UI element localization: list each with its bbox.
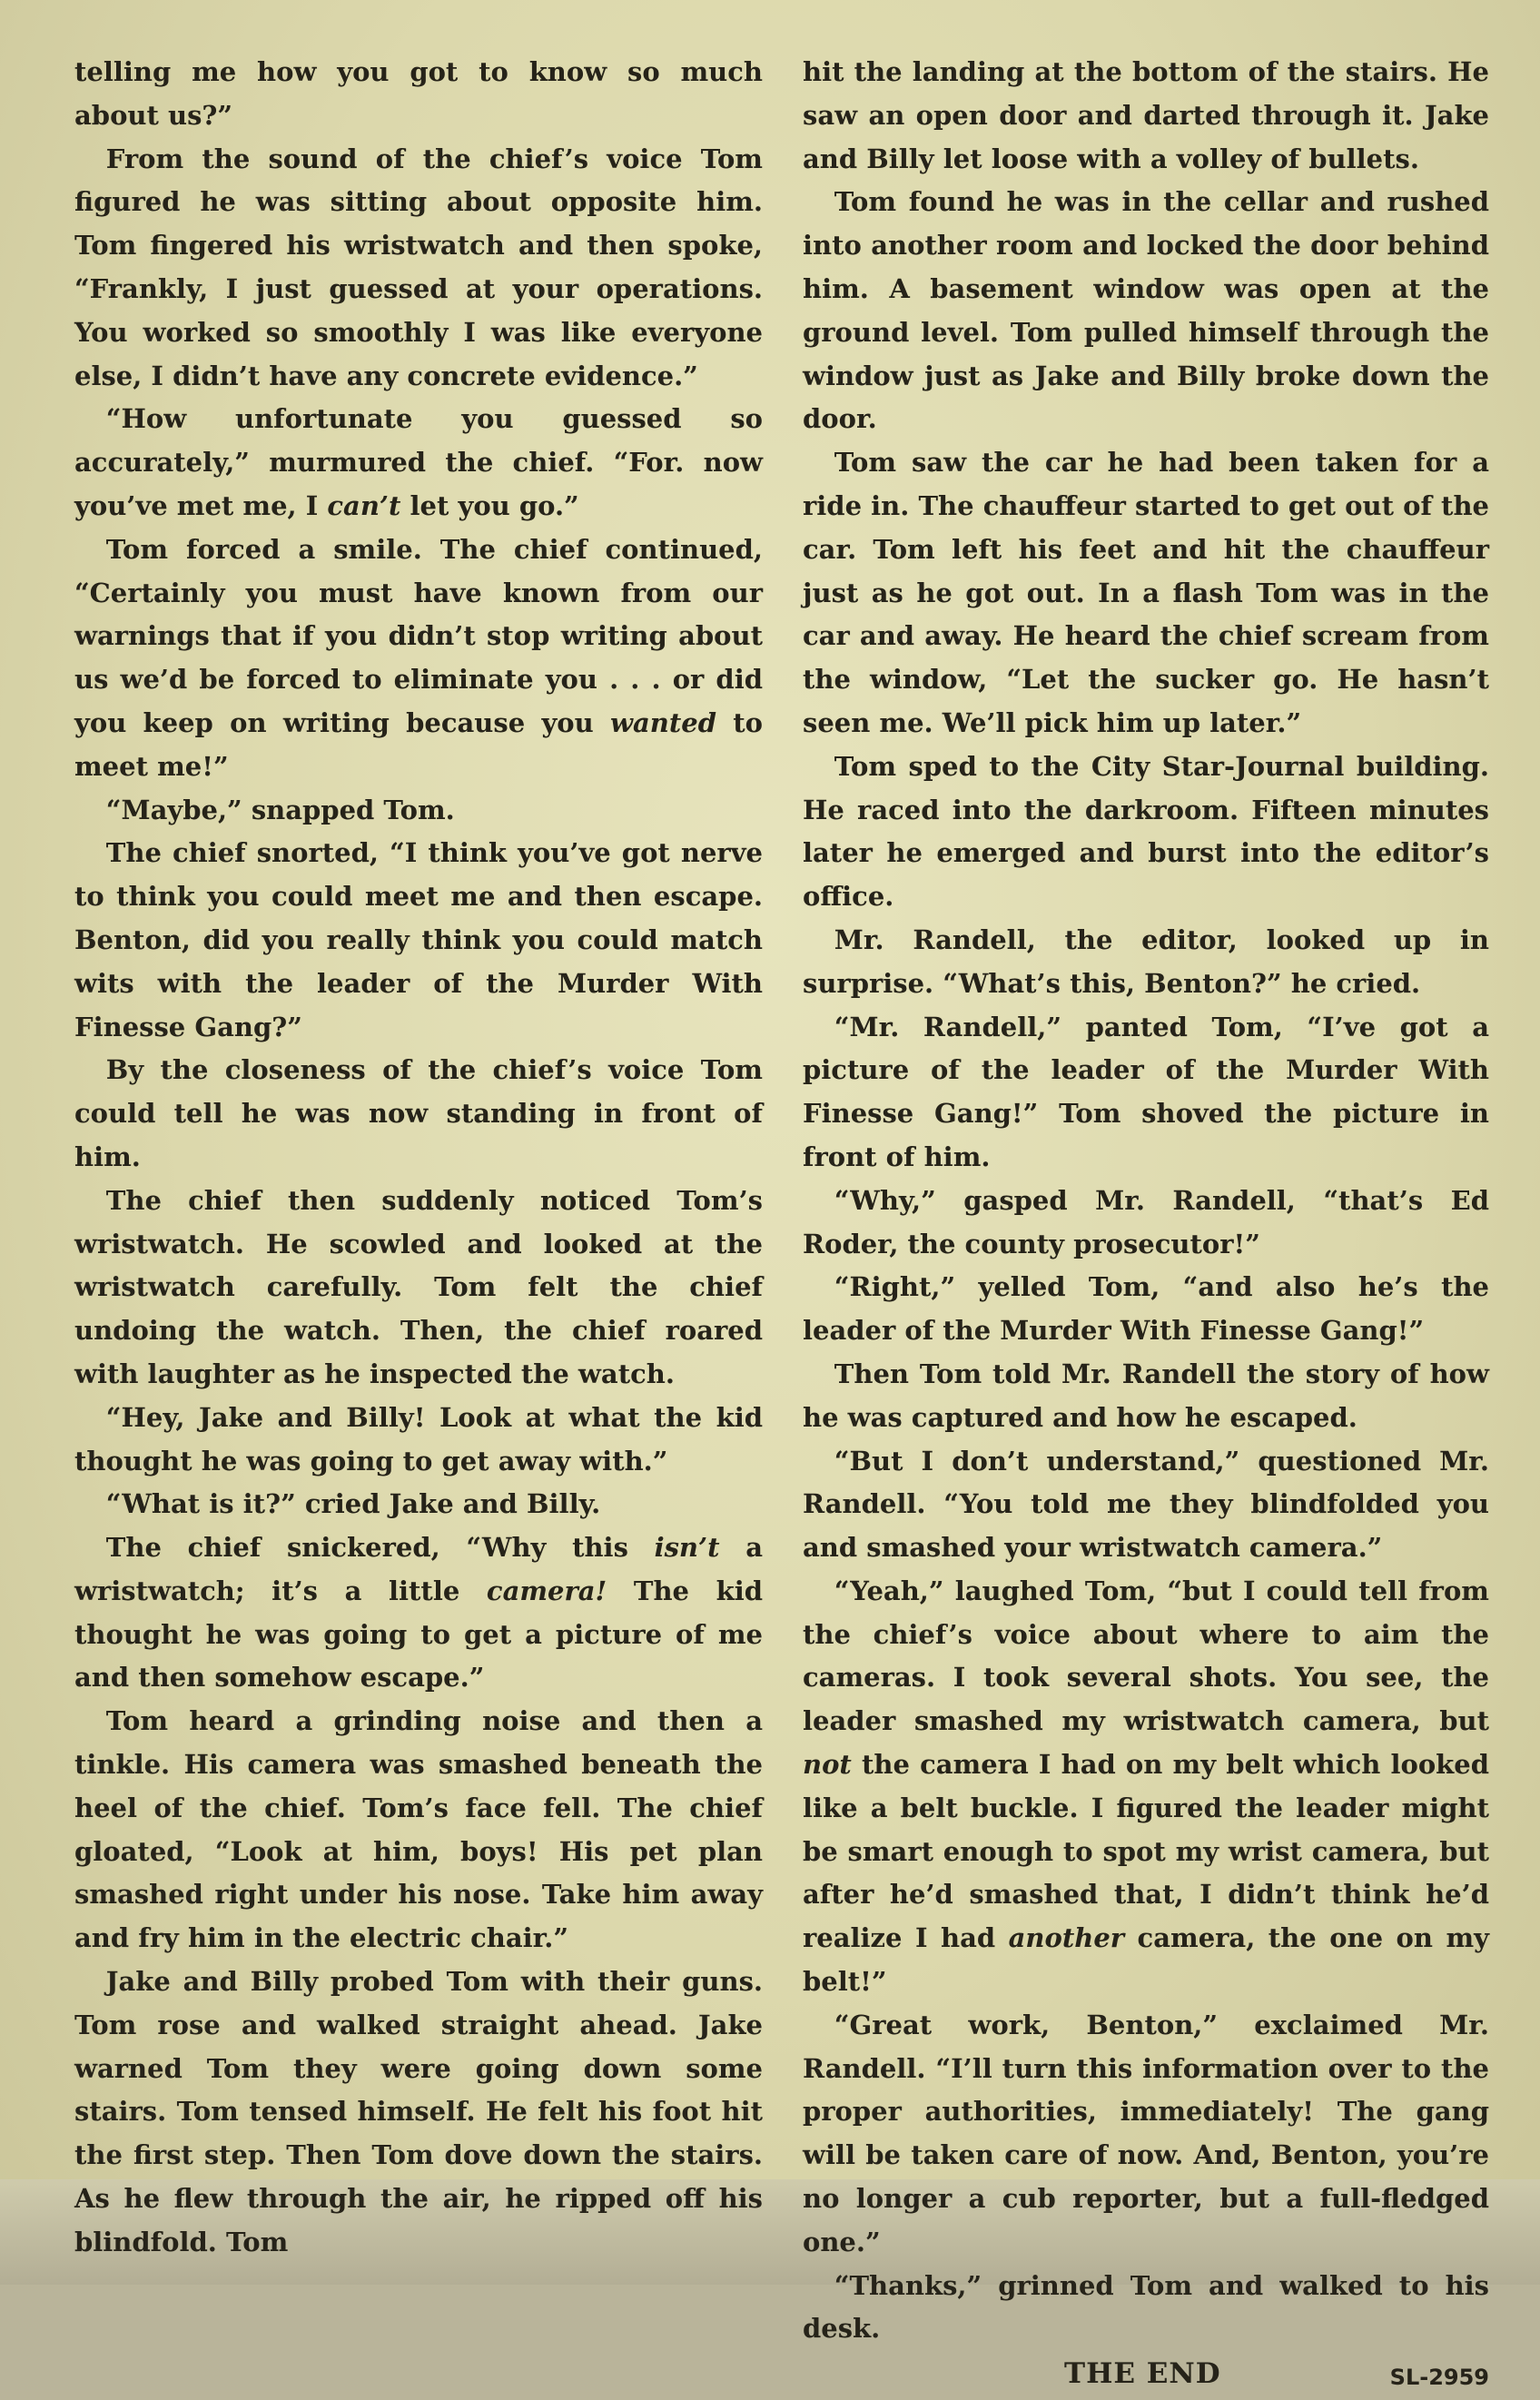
left-text-column: [74, 51, 763, 2265]
emphasis: wanted: [610, 706, 716, 738]
text-span: “How unfortunate you guessed so accurately,” murmured the chief. “For. now you’ve met me, I: [74, 403, 763, 521]
emphasis: another: [1008, 1922, 1125, 1954]
paragraph: Tom found he was in the cellar and rushed into another room and locked the door behind him. A basement window was open at the ground level. Tom pulled himself through the window just as Jake and Billy broke down the door.: [803, 186, 1489, 435]
paragraph: From the sound of the chief’s voice Tom figured he was sitting about opposite him. Tom fingered his wristwatch and then spoke, “Frankly, I just guessed at your operations. You worked so smoothly I was like everyone else, I didn’t have any concrete evidence.”: [74, 143, 763, 391]
emphasis: can’t: [327, 489, 401, 521]
text-span: the camera I had on my belt which looked like a belt buckle. I figured the leader might be smart enough to spot my wrist camera, but after he’d smashed that, I didn’t think he’d realize I had: [803, 1749, 1489, 1954]
emphasis: camera!: [486, 1575, 607, 1606]
text-span: “Yeah,” laughed Tom, “but I could tell from the chief’s voice about where to aim the cameras. I took several shots. You see, the leader smashed my wristwatch camera, but: [803, 1575, 1489, 1737]
paragraph: Tom sped to the City Star-Journal building. He raced into the darkroom. Fifteen minutes later he emerged and burst into the editor’s office.: [803, 750, 1489, 913]
paragraph: “Why,” gasped Mr. Randell, “that’s Ed Roder, the county prosecutor!”: [803, 1184, 1489, 1259]
paragraph: “Mr. Randell,” panted Tom, “I’ve got a picture of the leader of the Murder With Finesse Gang!” Tom shoved the picture in front of him.: [803, 1011, 1489, 1172]
paragraph: Jake and Billy probed Tom with their guns. Tom rose and walked straight ahead. Jake warned Tom they were going down some stairs. Tom tensed himself. He felt his foot hit the first step. Then Tom dove down the stairs. As he flew through the air, he ripped off his blindfold. Tom: [74, 1966, 763, 2257]
paragraph: “Right,” yelled Tom, “and also he’s the leader of the Murder With Finesse Gang!”: [803, 1271, 1489, 1347]
story-end-line: [803, 2353, 1489, 2396]
the-end-label: THE END: [1064, 2357, 1221, 2391]
text-span: to meet me!”: [74, 706, 764, 782]
text-span: Tom forced a smile. The chief continued, “Certainly you must have known from our warnings that if you didn’t stop writing about us we’d be forced to eliminate you . . . or did you keep on writing because you: [74, 533, 763, 738]
paragraph: [74, 528, 763, 789]
text-span: The chief snickered, “Why this: [105, 1532, 655, 1564]
paragraph: Tom saw the car he had been taken for a ride in. The chauffeur started to get out of the car. Tom left his feet and hit the chauffeur just as he got out. In a flash Tom was in the car and away. He heard the chief scream from the window, “Let the sucker go. He hasn’t seen me. We’ll pick him up later.”: [803, 447, 1489, 738]
paragraph: “Hey, Jake and Billy! Look at what the kid thought he was going to get away with.”: [74, 1401, 763, 1477]
paragraph: Mr. Randell, the editor, looked up in surprise. “What’s this, Benton?” he cried.: [803, 923, 1489, 999]
paragraph: The chief then suddenly noticed Tom’s wristwatch. He scowled and looked at the wristwatch carefully. Tom felt the chief undoing the watch. Then, the chief roared with laughter as he inspected the watch.: [74, 1184, 763, 1389]
paragraph: [803, 1570, 1489, 2004]
paragraph: “Maybe,” snapped Tom.: [105, 794, 455, 825]
emphasis: isn’t: [654, 1532, 720, 1564]
paragraph: “But I don’t understand,” questioned Mr. Randell. “You told me they blindfolded you and smashed your wristwatch camera.”: [803, 1445, 1489, 1564]
paragraph: “Thanks,” grinned Tom and walked to his desk.: [803, 2269, 1489, 2345]
text-span: let you go.”: [400, 489, 579, 521]
text-span: The kid thought he was going to get a picture of me and then somehow escape.”: [74, 1575, 763, 1694]
paragraph: telling me how you got to know so much about us?”: [74, 56, 763, 131]
print-code: SL-2959: [1389, 2365, 1489, 2391]
paragraph: By the closeness of the chief’s voice Tom could tell he was now standing in front of him.: [74, 1054, 763, 1172]
right-text-column: [803, 51, 1489, 2396]
paragraph: [74, 398, 763, 528]
paragraph: The chief snorted, “I think you’ve got nerve to think you could meet me and then escape. Benton, did you really think you could match wits with the leader of the Murder With Finesse Gang?”: [74, 837, 763, 1042]
text-span: camera, the one on my belt!”: [803, 1922, 1489, 1998]
paragraph: [74, 1526, 763, 1700]
paragraph: Tom heard a grinding noise and then a tinkle. His camera was smashed beneath the heel of the chief. Tom’s face fell. The chief gloated, “Look at him, boys! His pet plan smashed right under his nose. Take him away and fry him in the electric chair.”: [74, 1705, 763, 1954]
paragraph: “What is it?” cried Jake and Billy.: [105, 1488, 601, 1520]
paragraph: Then Tom told Mr. Randell the story of how he was captured and how he escaped.: [803, 1358, 1489, 1433]
paragraph: hit the landing at the bottom of the stairs. He saw an open door and darted through it. Jake and Billy let loose with a volley of bullets.: [803, 56, 1489, 174]
paragraph: “Great work, Benton,” exclaimed Mr. Randell. “I’ll turn this information over to the proper authorities, immediately! The gang will be taken care of now. And, Benton, you’re no longer a cub reporter, but a full-fledged one.”: [803, 2009, 1489, 2257]
emphasis: not: [803, 1749, 852, 1781]
text-span: a wristwatch; it’s a little: [74, 1532, 763, 1606]
